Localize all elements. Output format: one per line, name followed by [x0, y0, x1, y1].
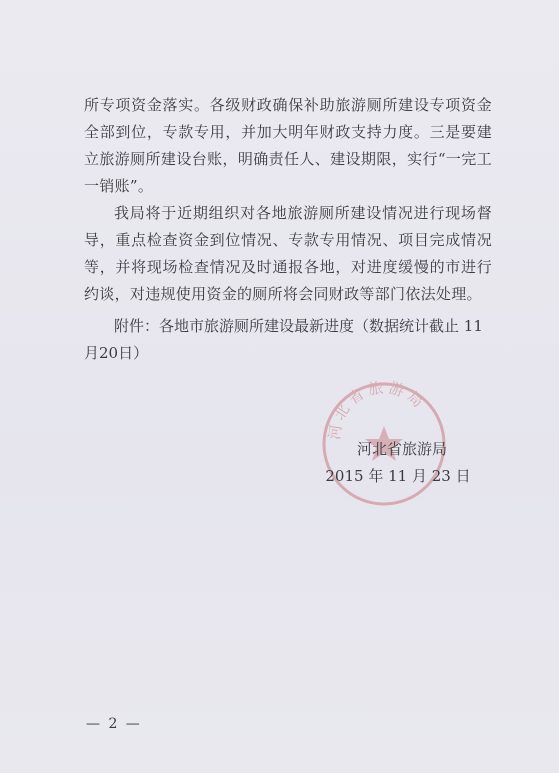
signature-org: 河北省旅游局 [356, 440, 447, 458]
attachment-note: 附件：各地市旅游厕所建设最新进度（数据统计截止 11月20日） [84, 317, 483, 362]
paragraph-2: 我局将于近期组织对各地旅游厕所建设情况进行现场督导，重点检查资金到位情况、专款专用情况、项目完成情况等，并将现场检查情况及时通报各地，对进度缓慢的市进行约谈，对违规使用资金的厕所将会同财政等部门依法处理。 [84, 204, 492, 303]
seal-text: 河北省旅游局 [325, 378, 430, 441]
body-text [84, 92, 492, 308]
page-number: — 2 — [86, 716, 142, 732]
signature-date: 2015 年 11 月 23 日 [325, 467, 471, 485]
svg-text:河北省旅游局 [325, 378, 430, 441]
paragraph-1: 所专项资金落实。各级财政确保补助旅游厕所建设专项资金全部到位，专款专用，并加大明年财政支持力度。三是要建立旅游厕所建设台账，明确责任人、建设期限，实行“一完工一销账”。 [84, 96, 492, 195]
signature-block [318, 436, 478, 490]
